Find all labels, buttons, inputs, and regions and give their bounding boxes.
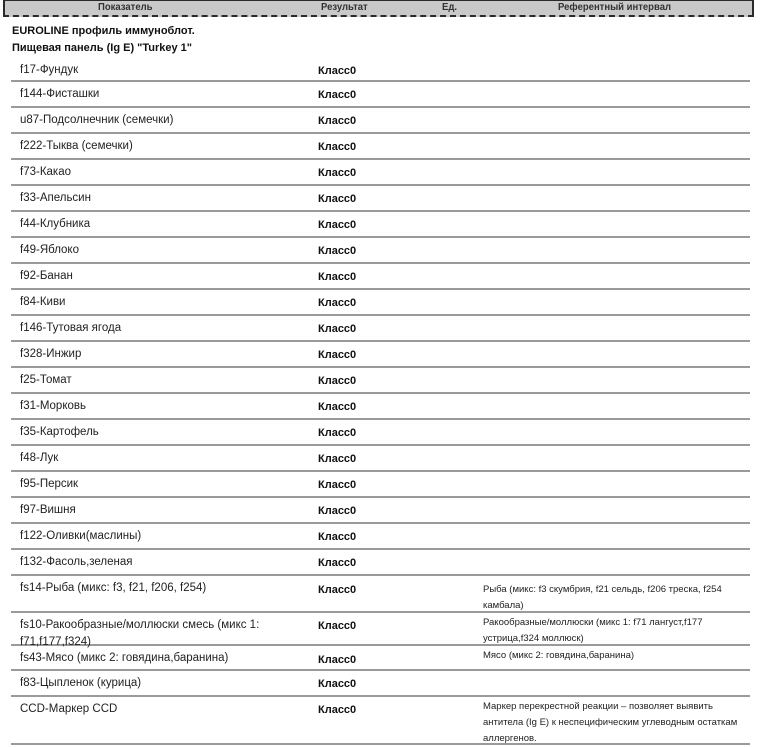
row-result: Класс0 [318, 427, 357, 439]
row-indicator-name: f95-Персик [20, 478, 79, 490]
row-indicator-name: f97-Вишня [20, 504, 76, 516]
header-unit: Ед. [442, 2, 458, 13]
row-result: Класс0 [318, 219, 357, 231]
table-row [11, 58, 750, 82]
row-indicator-name: f35-Картофель [20, 426, 99, 438]
table-row [11, 446, 750, 472]
table-row [11, 550, 750, 576]
row-indicator-name: f122-Оливки(маслины) [20, 530, 142, 542]
row-indicator-name: f25-Томат [20, 374, 72, 386]
header-indicator: Показатель [98, 2, 153, 13]
table-row [11, 498, 750, 524]
row-indicator-name: fs14-Рыба (микс: f3, f21, f206, f254) [20, 582, 207, 594]
row-indicator-name: f48-Лук [20, 452, 59, 464]
row-indicator-name: f144-Фисташки [20, 88, 100, 100]
row-result: Класс0 [318, 89, 357, 101]
row-result: Класс0 [318, 65, 357, 77]
table-row [11, 212, 750, 238]
table-row [11, 134, 750, 160]
row-result: Класс0 [318, 323, 357, 335]
row-result: Класс0 [318, 167, 357, 179]
table-row [11, 160, 750, 186]
row-indicator-name: u87-Подсолнечник (семечки) [20, 114, 174, 126]
row-result: Класс0 [318, 401, 357, 413]
row-result: Класс0 [318, 453, 357, 465]
row-indicator-name: fs43-Мясо (микс 2: говядина,баранина) [20, 652, 229, 664]
row-result: Класс0 [318, 479, 357, 491]
row-indicator-name: f73-Какао [20, 166, 71, 178]
table-row [11, 576, 750, 613]
row-result: Класс0 [318, 620, 357, 632]
table-row [11, 82, 750, 108]
row-reference-interval: Ракообразные/моллюски (микс 1: f71 лангуст,f177 устрица,f324 моллюск) [483, 617, 703, 644]
table-row [11, 524, 750, 550]
row-indicator-name: CCD-Маркер CCD [20, 703, 118, 715]
row-indicator-name: f83-Цыпленок (курица) [20, 677, 142, 689]
row-result: Класс0 [318, 678, 357, 690]
row-result: Класс0 [318, 505, 357, 517]
header-reference: Референтный интервал [558, 2, 672, 13]
table-row [11, 342, 750, 368]
table-row [11, 646, 750, 671]
row-result: Класс0 [318, 557, 357, 569]
row-reference-interval: Рыба (микс: f3 скумбрия, f21 сельдь, f206 треска, f254 камбала) [483, 584, 722, 611]
row-indicator-name: f44-Клубника [20, 218, 91, 230]
table-row [11, 613, 750, 646]
table-row [11, 394, 750, 420]
table-row [11, 186, 750, 212]
row-indicator-name: f92-Банан [20, 270, 73, 282]
table-row [11, 697, 750, 745]
table-header [3, 0, 754, 17]
row-indicator-name: f146-Тутовая ягода [20, 322, 122, 334]
table-row [11, 290, 750, 316]
row-indicator-name: f31-Морковь [20, 400, 86, 412]
row-indicator-name: fs10-Ракообразные/моллюски смесь (микс 1: f71,f177,f324) [20, 619, 260, 648]
row-indicator-name: f33-Апельсин [20, 192, 91, 204]
row-result: Класс0 [318, 193, 357, 205]
row-result: Класс0 [318, 245, 357, 257]
table-row [11, 671, 750, 697]
row-result: Класс0 [318, 654, 357, 666]
section-subtitle: Пищевая панель (Ig E) "Turkey 1" [12, 42, 193, 54]
row-result: Класс0 [318, 349, 357, 361]
table-row [11, 238, 750, 264]
row-reference-interval: Маркер перекрестной реакции – позволяет выявить антитела (Ig E) к неспецифическим углеводным остаткам аллергенов. [483, 701, 738, 744]
row-result: Класс0 [318, 704, 357, 716]
table-row [11, 316, 750, 342]
table-row [11, 108, 750, 134]
row-result: Класс0 [318, 375, 357, 387]
row-indicator-name: f222-Тыква (семечки) [20, 140, 133, 152]
row-indicator-name: f132-Фасоль,зеленая [20, 556, 133, 568]
row-reference-interval: Мясо (микс 2: говядина,баранина) [483, 650, 635, 661]
row-result: Класс0 [318, 584, 357, 596]
row-indicator-name: f49-Яблоко [20, 244, 79, 256]
section-title: EUROLINE профиль иммуноблот. [12, 25, 195, 37]
table-row [11, 368, 750, 394]
row-result: Класс0 [318, 271, 357, 283]
row-result: Класс0 [318, 531, 357, 543]
row-result: Класс0 [318, 297, 357, 309]
row-result: Класс0 [318, 115, 357, 127]
row-indicator-name: f84-Киви [20, 296, 66, 308]
table-row [11, 472, 750, 498]
table-row [11, 420, 750, 446]
row-indicator-name: f328-Инжир [20, 348, 82, 360]
header-result: Результат [321, 2, 368, 13]
row-indicator-name: f17-Фундук [20, 64, 79, 76]
row-result: Класс0 [318, 141, 357, 153]
table-row [11, 264, 750, 290]
